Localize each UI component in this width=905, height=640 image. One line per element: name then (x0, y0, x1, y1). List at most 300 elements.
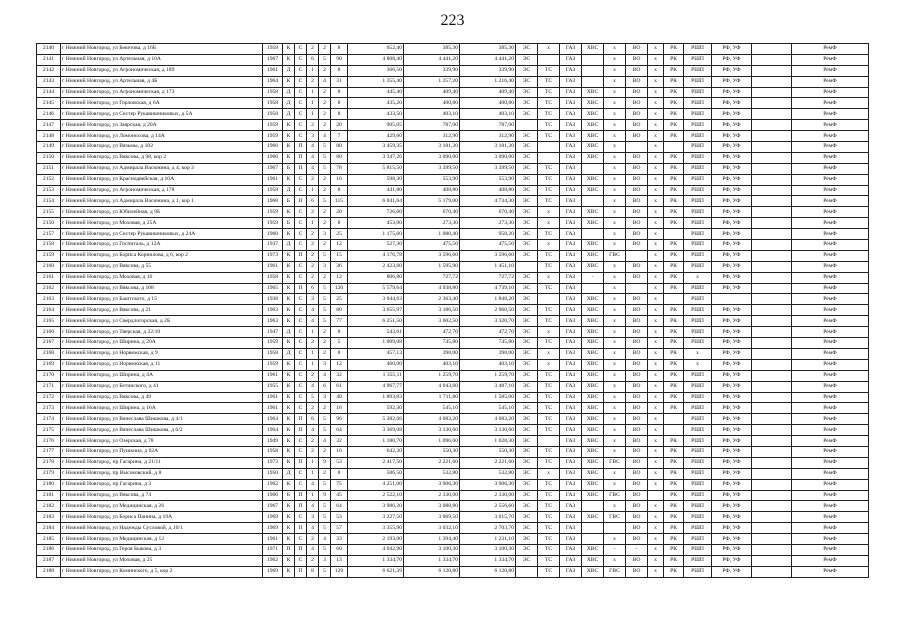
cell-c2: х (538, 468, 560, 479)
cell-area_living2: 6 120,80 (460, 566, 516, 577)
cell-apartments: 8 (331, 109, 348, 120)
cell-c3: ГАЗ (560, 174, 582, 185)
cell-c9: РШП (684, 523, 712, 534)
cell-c11 (752, 348, 792, 359)
cell-k: К (283, 555, 295, 566)
cell-c12: РемФ (792, 272, 869, 283)
table-row (37, 131, 869, 142)
cell-c3: ГАЗ (560, 76, 582, 87)
cell-c3: ГАЗ (560, 163, 582, 174)
cell-c6: ВО (626, 229, 648, 240)
cell-c11 (752, 479, 792, 490)
cell-c2 (538, 54, 560, 65)
cell-c12: РемФ (792, 142, 869, 153)
cell-c7: х (648, 120, 664, 131)
cell-area_total: 2 417,50 (348, 457, 404, 468)
cell-entrances: 2 (319, 468, 331, 479)
cell-area_living2: 532,80 (460, 468, 516, 479)
table-row (37, 414, 869, 425)
cell-area_living: 3 181,20 (404, 142, 460, 153)
cell-c12: РемФ (792, 392, 869, 403)
cell-c6: ВО (626, 381, 648, 392)
cell-c9: РШП (684, 44, 712, 55)
cell-year: 1967 (263, 501, 283, 512)
cell-c6: ВО (626, 446, 648, 457)
cell-c3: ГАЗ (560, 392, 582, 403)
table-row (37, 196, 869, 207)
cell-c7: х (648, 436, 664, 447)
cell-entrances: 2 (319, 272, 331, 283)
cell-c11 (752, 414, 792, 425)
table-row (37, 359, 869, 370)
cell-c2: ТС (538, 120, 560, 131)
cell-entrances: 3 (319, 555, 331, 566)
cell-floors: 6 (307, 54, 319, 65)
cell-apartments: 16 (331, 446, 348, 457)
cell-k: К (283, 403, 295, 414)
cell-c4: ХВС (582, 555, 604, 566)
cell-id: 2169 (37, 359, 61, 370)
cell-c11 (752, 283, 792, 294)
cell-area_living2: 2 960,50 (460, 305, 516, 316)
table-row (37, 555, 869, 566)
cell-c8: РК (664, 152, 684, 163)
cell-address: г Нижний Новгород, ул Бетинского, д 41 (61, 381, 263, 392)
cell-area_total: 3 459,35 (348, 142, 404, 153)
cell-year: 1958 (263, 98, 283, 109)
cell-floors: 2 (307, 534, 319, 545)
cell-c8: РК (664, 196, 684, 207)
cell-id: 2163 (37, 294, 61, 305)
cell-c2: ТС (538, 305, 560, 316)
cell-area_living2: 385,30 (460, 44, 516, 55)
cell-area_living2: 1 334,70 (460, 555, 516, 566)
cell-year: 1947 (263, 327, 283, 338)
cell-area_living: 3 069,50 (404, 512, 460, 523)
cell-c8: РК (664, 457, 684, 468)
cell-year: 1958 (263, 44, 283, 55)
cell-c12: РемФ (792, 207, 869, 218)
cell-c11 (752, 207, 792, 218)
cell-c3: ГАЗ (560, 425, 582, 436)
cell-k: Д (283, 65, 295, 76)
cell-c5: х (604, 425, 626, 436)
cell-c8 (664, 414, 684, 425)
cell-c3: ГАЗ (560, 381, 582, 392)
cell-c3: ГАЗ (560, 436, 582, 447)
cell-floors: 2 (307, 261, 319, 272)
cell-c10: РФ, УФ (712, 207, 752, 218)
cell-c12: РемФ (792, 196, 869, 207)
cell-c2: ТС (538, 555, 560, 566)
cell-c10: РФ, УФ (712, 359, 752, 370)
cell-c11 (752, 425, 792, 436)
cell-material: С (295, 54, 307, 65)
cell-entrances: 2 (319, 185, 331, 196)
cell-entrances: 6 (319, 381, 331, 392)
cell-c11 (752, 468, 792, 479)
cell-c6: ВО (626, 512, 648, 523)
cell-area_total: 4 967,77 (348, 381, 404, 392)
cell-area_living: 3 186,50 (404, 305, 460, 316)
cell-c10: РФ, УФ (712, 370, 752, 381)
cell-k: Д (283, 348, 295, 359)
cell-c3: ГАЗ (560, 196, 582, 207)
cell-c2: ТС (538, 174, 560, 185)
cell-year: 1968 (263, 196, 283, 207)
cell-address: г Нижний Новгород, ул Норвежская, д 9 (61, 348, 263, 359)
cell-c8 (664, 425, 684, 436)
cell-c9: РШП (684, 512, 712, 523)
cell-c7: х (648, 207, 664, 218)
cell-c12: РемФ (792, 457, 869, 468)
cell-apartments: 36 (331, 261, 348, 272)
cell-year: 1959 (263, 131, 283, 142)
cell-apartments: 32 (331, 436, 348, 447)
cell-c8: РК (664, 316, 684, 327)
cell-id: 2186 (37, 544, 61, 555)
cell-address: г Нижний Новгород, ул Бориса Корнилова, д 6, кор 2 (61, 250, 263, 261)
cell-c1: ЭС (516, 512, 538, 523)
cell-floors: 3 (307, 512, 319, 523)
cell-address: г Нижний Новгород, ул Ломоносова, д 14А (61, 131, 263, 142)
cell-c5: х (604, 207, 626, 218)
cell-apartments: 16 (331, 174, 348, 185)
cell-c3: ГАЗ (560, 294, 582, 305)
cell-c2: ТС (538, 490, 560, 501)
cell-area_living: 1 257,20 (404, 76, 460, 87)
cell-c10: РФ, УФ (712, 403, 752, 414)
cell-c8: РК (664, 403, 684, 414)
cell-c4 (582, 229, 604, 240)
cell-k: К (283, 174, 295, 185)
cell-material: С (295, 348, 307, 359)
cell-c7: х (648, 44, 664, 55)
cell-year: 1963 (263, 305, 283, 316)
cell-c10: РФ, УФ (712, 425, 752, 436)
cell-c6: ВО (626, 98, 648, 109)
cell-material: С (295, 261, 307, 272)
cell-c6: ВО (626, 327, 648, 338)
cell-c7: х (648, 523, 664, 534)
cell-entrances: 2 (319, 87, 331, 98)
cell-area_living: 2 363,40 (404, 294, 460, 305)
cell-c2: ТС (538, 544, 560, 555)
cell-c1: ЭС (516, 555, 538, 566)
cell-apartments: 64 (331, 425, 348, 436)
cell-c5: х (604, 338, 626, 349)
cell-c5: х (604, 446, 626, 457)
cell-c8: РК (664, 65, 684, 76)
cell-c6: ВО (626, 457, 648, 468)
cell-k: К (283, 152, 295, 163)
cell-c4: ХВС (582, 566, 604, 577)
cell-address: г Нижний Новгород, ул Артельная, д 4Б (61, 76, 263, 87)
cell-c8: РК (664, 436, 684, 447)
table-row (37, 109, 869, 120)
cell-area_total: 1 180,70 (348, 436, 404, 447)
cell-material: С (295, 207, 307, 218)
cell-year: 1961 (263, 403, 283, 414)
cell-apartments: 12 (331, 272, 348, 283)
table-row (37, 261, 869, 272)
cell-apartments: 8 (331, 87, 348, 98)
cell-area_living2: 4 441,20 (460, 54, 516, 65)
cell-c2: ТС (538, 501, 560, 512)
cell-c4: ХВС (582, 403, 604, 414)
cell-c4: ХВС (582, 436, 604, 447)
cell-k: К (283, 359, 295, 370)
cell-area_living: 403,10 (404, 109, 460, 120)
cell-c5: х (604, 131, 626, 142)
cell-entrances: 2 (319, 120, 331, 131)
cell-area_living2: 2 703,70 (460, 523, 516, 534)
cell-c2: ТС (538, 566, 560, 577)
cell-apartments: 80 (331, 152, 348, 163)
cell-address: г Нижний Новгород, ул Вяксова, д 74 (61, 490, 263, 501)
cell-material: С (295, 98, 307, 109)
cell-c4: ХВС (582, 294, 604, 305)
cell-c4: ХВС (582, 261, 604, 272)
cell-c8: РК (664, 501, 684, 512)
cell-c9: х (684, 359, 712, 370)
cell-c9: х (684, 348, 712, 359)
table-row (37, 120, 869, 131)
cell-c3: ГАЗ (560, 501, 582, 512)
cell-id: 2165 (37, 316, 61, 327)
cell-c4: ХВС (582, 512, 604, 523)
cell-c3: ГАЗ (560, 120, 582, 131)
cell-floors: 1 (307, 348, 319, 359)
cell-c12: РемФ (792, 436, 869, 447)
cell-entrances: 5 (319, 512, 331, 523)
cell-area_total: 435,20 (348, 98, 404, 109)
cell-address: г Нижний Новгород, пр Гагарина, д 21/11 (61, 457, 263, 468)
cell-c5: х (604, 196, 626, 207)
cell-k: К (283, 457, 295, 468)
cell-apartments: 8 (331, 218, 348, 229)
cell-k: К (283, 316, 295, 327)
table-row (37, 392, 869, 403)
cell-c4 (582, 76, 604, 87)
cell-material: П (295, 283, 307, 294)
cell-c7: х (648, 555, 664, 566)
cell-c3: ГАЗ (560, 207, 582, 218)
cell-id: 2149 (37, 142, 61, 153)
cell-c11 (752, 544, 792, 555)
cell-address: г Нижний Новгород, пр Высоковский, д 8 (61, 468, 263, 479)
cell-c7: х (648, 425, 664, 436)
cell-address: г Нижний Новгород, ул Краснодвейская, д 10А (61, 174, 263, 185)
cell-c4: ХВС (582, 381, 604, 392)
cell-c11 (752, 229, 792, 240)
cell-c6: ВО (626, 359, 648, 370)
cell-k: Б (283, 163, 295, 174)
cell-c6: ВО (626, 207, 648, 218)
cell-apartments: 40 (331, 392, 348, 403)
cell-apartments: 31 (331, 76, 348, 87)
cell-apartments: 53 (331, 512, 348, 523)
cell-year: 1959 (263, 338, 283, 349)
table-row (37, 207, 869, 218)
cell-c5: х (604, 370, 626, 381)
cell-id: 2152 (37, 174, 61, 185)
cell-address: г Нижний Новгород, ул Вяксова, д 49 (61, 392, 263, 403)
cell-c4: ХВС (582, 370, 604, 381)
cell-area_living2: 2 221,60 (460, 457, 516, 468)
cell-year: 1969 (263, 523, 283, 534)
cell-c1: ЭС (516, 174, 538, 185)
cell-c6: ВО (626, 501, 648, 512)
cell-c3: ГАЗ (560, 327, 582, 338)
cell-c3: ГАЗ (560, 283, 582, 294)
cell-c4: ХВС (582, 44, 604, 55)
cell-material: С (295, 44, 307, 55)
page-number: 223 (440, 12, 465, 29)
cell-year: 1958 (263, 109, 283, 120)
cell-area_total: 3 986,20 (348, 501, 404, 512)
cell-c12: РемФ (792, 152, 869, 163)
cell-c5: - (604, 544, 626, 555)
cell-c2: ТС (538, 87, 560, 98)
cell-area_living2: 400,80 (460, 98, 516, 109)
cell-k: Д (283, 185, 295, 196)
cell-c3: ГАЗ (560, 305, 582, 316)
cell-c4 (582, 163, 604, 174)
cell-address: г Нижний Новгород, ул Заярская, д 20А (61, 120, 263, 131)
cell-address: г Нижний Новгород, ул Адмирала Васюнина, д 1, кор 1 (61, 196, 263, 207)
cell-c10: РФ, УФ (712, 196, 752, 207)
cell-c3: ГАЗ (560, 250, 582, 261)
cell-c9: РШП (684, 185, 712, 196)
cell-c2: ТС (538, 523, 560, 534)
cell-c4: - (582, 272, 604, 283)
cell-c5: х (604, 261, 626, 272)
cell-apartments: 77 (331, 316, 348, 327)
cell-c6 (626, 142, 648, 153)
cell-c3: ГАЗ (560, 414, 582, 425)
cell-entrances: 5 (319, 479, 331, 490)
cell-c1: ЭС (516, 338, 538, 349)
cell-c3: ГАЗ (560, 512, 582, 523)
cell-area_living: 3 130,60 (404, 425, 460, 436)
cell-c10: РФ, УФ (712, 523, 752, 534)
cell-c7: х (648, 534, 664, 545)
cell-area_living: 3 906,30 (404, 479, 460, 490)
cell-c3: ГАЗ (560, 142, 582, 153)
cell-apartments: 8 (331, 348, 348, 359)
cell-floors: 4 (307, 501, 319, 512)
cell-c6: ВО (626, 272, 648, 283)
cell-area_living2: 475,50 (460, 240, 516, 251)
cell-c1: ЭС (516, 109, 538, 120)
cell-address: г Нижний Новгород, ул Моховая, д 25А (61, 218, 263, 229)
table-row (37, 54, 869, 65)
cell-c6: ВО (626, 76, 648, 87)
cell-area_living: 339,90 (404, 65, 460, 76)
cell-year: 1969 (263, 512, 283, 523)
cell-material: С (295, 436, 307, 447)
cell-apartments: 78 (331, 163, 348, 174)
cell-c10: РФ, УФ (712, 348, 752, 359)
cell-c1: ЭС (516, 534, 538, 545)
cell-k: К (283, 370, 295, 381)
cell-c5: х (604, 87, 626, 98)
cell-k: К (283, 446, 295, 457)
cell-entrances: 9 (319, 457, 331, 468)
cell-area_total: 2 522,10 (348, 490, 404, 501)
cell-c8: РК (664, 76, 684, 87)
table-row (37, 152, 869, 163)
cell-c10: РФ, УФ (712, 457, 752, 468)
cell-address: г Нижний Новгород, ул Ширина, д 20А (61, 338, 263, 349)
cell-apartments: 75 (331, 479, 348, 490)
cell-c2: ТС (538, 261, 560, 272)
cell-address: г Нижний Новгород, ул Вяксова, д 55 (61, 261, 263, 272)
cell-year: 1965 (263, 283, 283, 294)
cell-entrances: 2 (319, 348, 331, 359)
cell-area_total: 3 227,50 (348, 512, 404, 523)
cell-c4 (582, 534, 604, 545)
cell-c5: ГВС (604, 250, 626, 261)
cell-c2: ТС (538, 250, 560, 261)
cell-id: 2153 (37, 185, 61, 196)
cell-c3: ГАЗ (560, 534, 582, 545)
cell-c7: х (648, 381, 664, 392)
cell-area_living2: 403,10 (460, 359, 516, 370)
cell-floors: 2 (307, 370, 319, 381)
cell-area_living: 3 090,00 (404, 152, 460, 163)
cell-c12: РемФ (792, 218, 869, 229)
cell-c11 (752, 436, 792, 447)
cell-entrances: 2 (319, 109, 331, 120)
cell-address: г Нижний Новгород, ул Моховая, д 16 (61, 272, 263, 283)
cell-floors: 2 (307, 120, 319, 131)
cell-c9: РШП (684, 196, 712, 207)
cell-c8: РК (664, 261, 684, 272)
cell-entrances: 5 (319, 501, 331, 512)
cell-c7: х (648, 392, 664, 403)
cell-c11 (752, 250, 792, 261)
cell-floors: 4 (307, 316, 319, 327)
cell-id: 2168 (37, 348, 61, 359)
cell-k: К (283, 414, 295, 425)
cell-c12: РемФ (792, 370, 869, 381)
cell-c9: РШП (684, 109, 712, 120)
cell-c7: х (648, 229, 664, 240)
cell-c4: ХВС (582, 490, 604, 501)
cell-c11 (752, 218, 792, 229)
cell-c10: РФ, УФ (712, 305, 752, 316)
cell-material: П (295, 523, 307, 534)
cell-c9: РШП (684, 436, 712, 447)
cell-c9: РШП (684, 457, 712, 468)
cell-area_total: 2 423,60 (348, 261, 404, 272)
cell-c9: РШП (684, 218, 712, 229)
cell-c9: РШП (684, 240, 712, 251)
cell-entrances: 5 (319, 566, 331, 577)
cell-floors: 2 (307, 446, 319, 457)
cell-c1: ЭС (516, 316, 538, 327)
cell-area_living: 398,00 (404, 348, 460, 359)
cell-area_living: 403,10 (404, 359, 460, 370)
cell-k: Д (283, 327, 295, 338)
cell-c2: ТС (538, 479, 560, 490)
cell-k: К (283, 381, 295, 392)
cell-area_living2: 1 585,00 (460, 392, 516, 403)
cell-k: Д (283, 109, 295, 120)
cell-c12: РемФ (792, 512, 869, 523)
